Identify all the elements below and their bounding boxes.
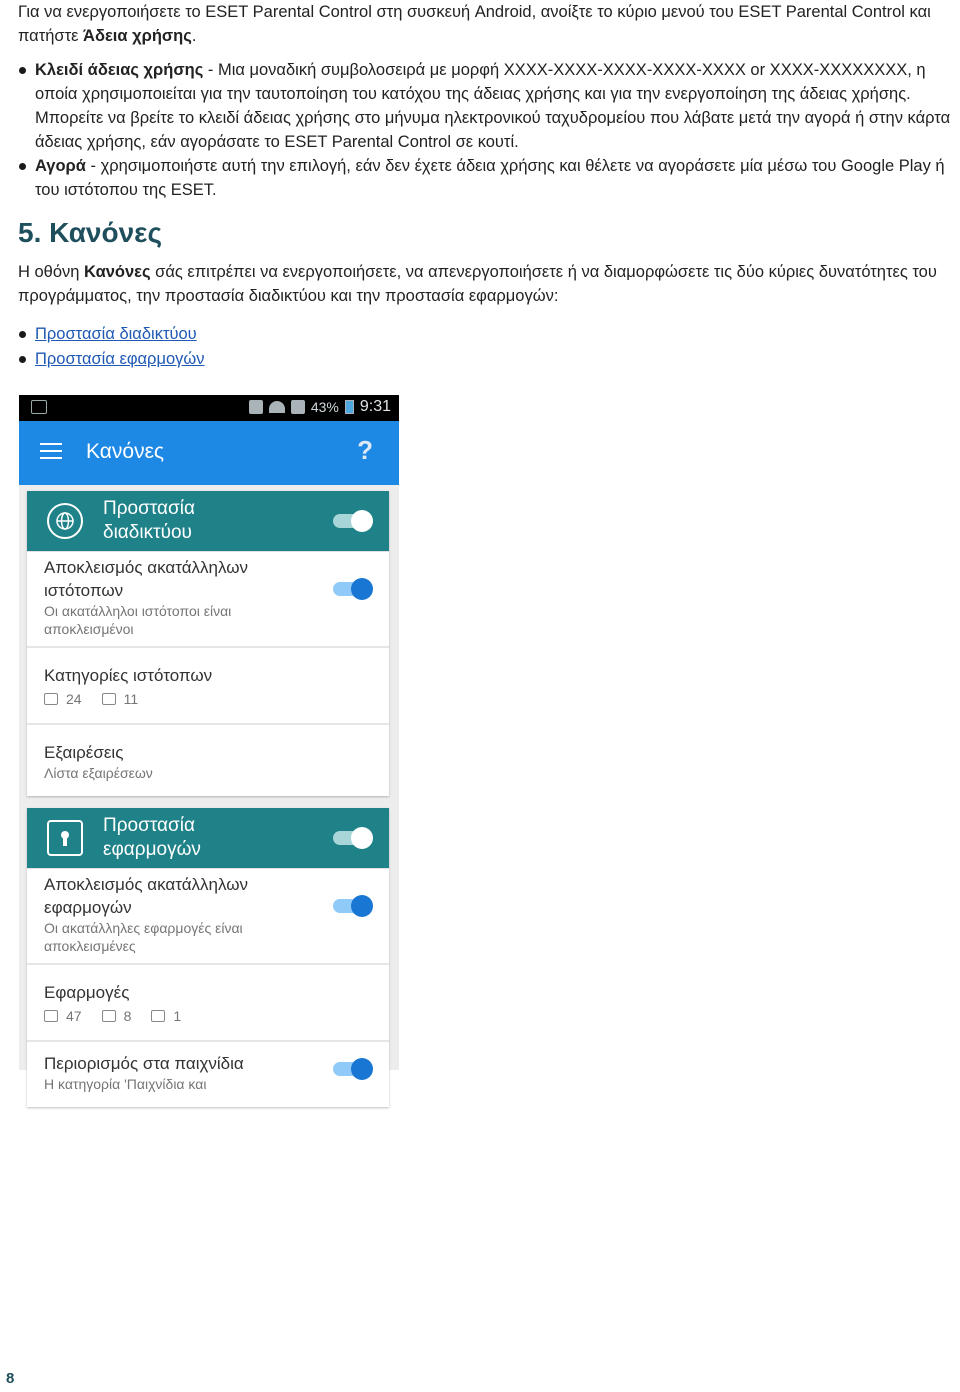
license-link-label: Άδεια χρήσης [83, 27, 192, 45]
block-apps-toggle[interactable] [333, 899, 369, 913]
section-title: 5. Κανόνες [18, 217, 163, 248]
status-bar [19, 395, 399, 421]
list-item: Αγορά - χρησιμοποιήστε αυτή την επιλογή, εάν δεν έχετε άδεια χρήσης και θέλετε να αγοράσετε μία μέσω του Google Play ή του ιστότοπου της ESET. [18, 154, 953, 202]
rules-paragraph: Η οθόνη Κανόνες σάς επιτρέπει να ενεργοποιήσετε, να απενεργοποιήσετε ή να διαμορφώσετε τις δύο κύριες δυνατότητες του προγράμματος, την προστασία διαδικτύου και την προστασία εφαρμογών: [18, 263, 937, 305]
link-app-protection[interactable]: Προστασία εφαρμογών [35, 350, 205, 368]
wifi-icon [269, 401, 285, 413]
intro-paragraph: Για να ενεργοποιήσετε το ESET Parental Control στη συσκευή Android, ανοίξτε το κύριο μενού του ESET Parental Control και πατήστε Άδεια χρήσης. [18, 3, 931, 45]
signal-icon [291, 400, 305, 414]
card-title: Προστασία διαδικτύου [103, 498, 195, 543]
thumbs-up-icon [44, 1010, 58, 1022]
gamepad-icon [151, 1010, 165, 1022]
app-protection-toggle[interactable] [333, 831, 369, 845]
block-sites-toggle[interactable] [333, 582, 369, 596]
hamburger-menu-icon[interactable] [40, 443, 62, 459]
game-limit-toggle[interactable] [333, 1062, 369, 1076]
globe-icon [47, 503, 83, 539]
list-item [18, 322, 953, 347]
list-item [18, 347, 953, 372]
clock: 9:31 [359, 398, 391, 415]
help-icon[interactable]: ? [357, 435, 373, 465]
thumbs-up-icon [44, 693, 58, 705]
list-item[interactable]: Περιορισμός στα παιχνίδια Η κατηγορία 'Παιχνίδια και [27, 1040, 389, 1107]
license-bullets [18, 58, 953, 202]
thumbs-down-icon [102, 693, 116, 705]
list-item[interactable]: Αποκλεισμός ακατάλληλων εφαρμογών Οι ακατάλληλες εφαρμογές είναι αποκλεισμένες [27, 868, 389, 963]
battery-percent: 43% [310, 399, 339, 415]
list-item[interactable]: Αποκλεισμός ακατάλληλων ιστότοπων Οι ακατάλληλοι ιστότοποι είναι αποκλεισμένοι [27, 551, 389, 646]
lock-shield-icon [47, 820, 83, 856]
app-protection-card [27, 808, 389, 1107]
web-protection-card [27, 491, 389, 796]
link-web-protection[interactable]: Προστασία διαδικτύου [35, 325, 197, 343]
list-item: Κλειδί άδειας χρήσης - Μια μοναδική συμβολοσειρά με μορφή XXXX-XXXX-XXXX-XXXX-XXXX or XXXX-XXXXXXXX, η οποία χρησιμοποιείται για την ταυτοποίηση του κατόχου της άδειας χρήσης και για την ενεργοποίηση της άδειας χρήσης. Μπορείτε να βρείτε το κλειδί άδειας χρήσης στο μήνυμα ηλεκτρονικού ταχυδρομείου που λάβατε μετά την αγορά ή στην κάρτα άδειας χρήσης, εάν αγοράσατε το ESET Parental Control σε κουτί. [18, 58, 953, 154]
image-icon [31, 400, 47, 414]
battery-icon [345, 400, 354, 414]
thumbs-down-icon [102, 1010, 116, 1022]
document-body [18, 0, 953, 372]
rules-links [18, 322, 953, 372]
phone-screenshot [19, 395, 399, 1092]
web-protection-toggle[interactable] [333, 514, 369, 528]
list-item[interactable]: Κατηγορίες ιστότοπων 24 11 [27, 646, 389, 723]
screen-title: Κανόνες [86, 440, 165, 463]
page-number: 8 [6, 1370, 15, 1387]
app-bar [19, 421, 399, 485]
list-item[interactable]: Εξαιρέσεις Λίστα εξαιρέσεων [27, 723, 389, 796]
mute-icon [249, 400, 263, 414]
list-item[interactable]: Εφαρμογές 47 8 1 [27, 963, 389, 1040]
card-title: Προστασία εφαρμογών [103, 815, 201, 860]
